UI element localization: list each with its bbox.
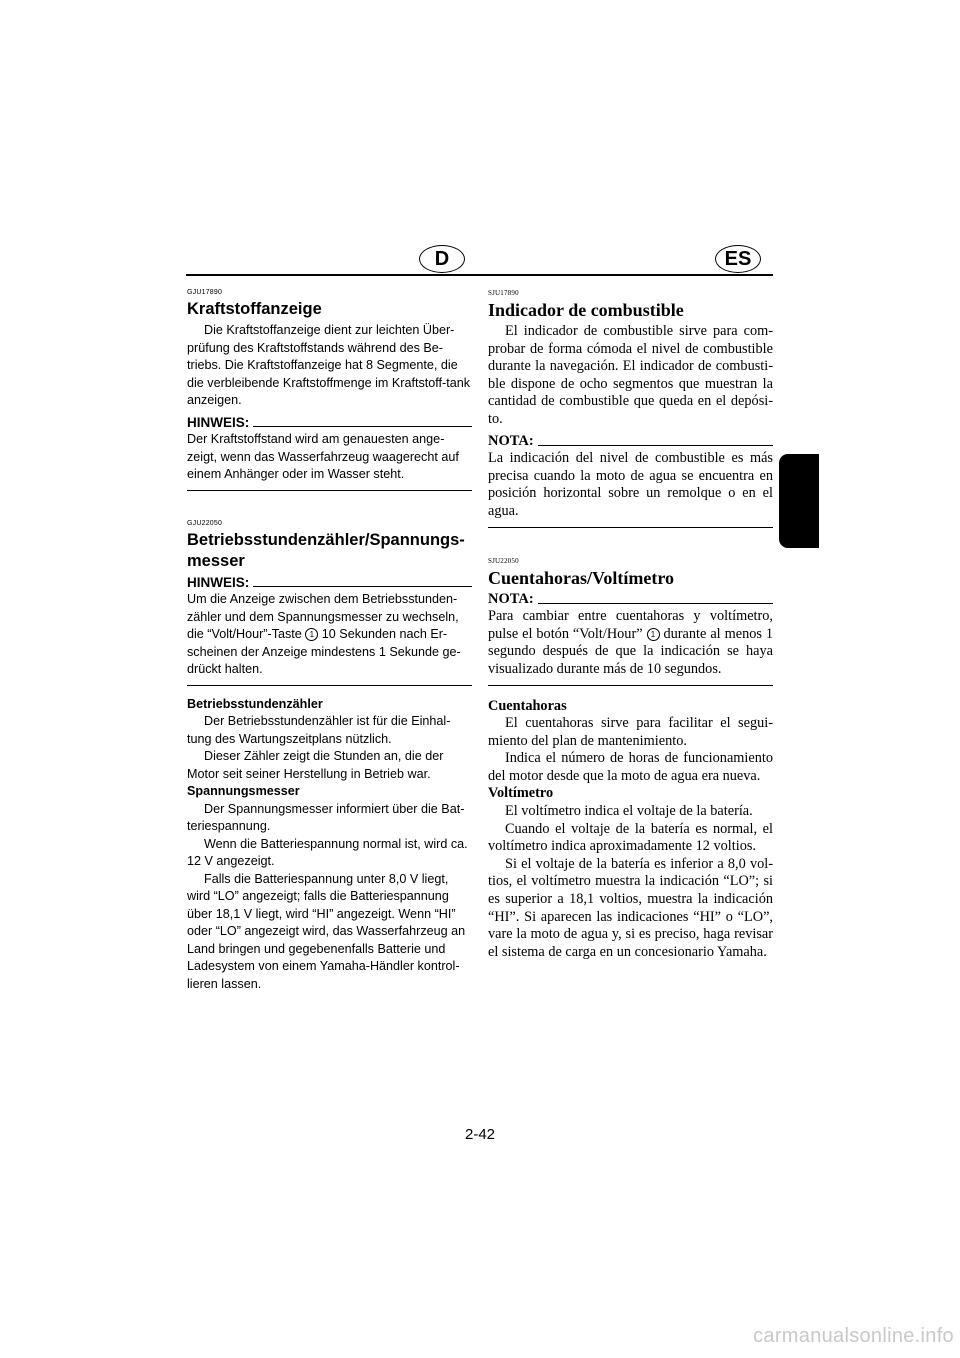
note-body: Der Kraftstoffstand wird am genauesten ange-zeigt, wenn das Wasserfahrzeug waagerecht auf einem Anhänger oder im Wasser steht.	[187, 432, 459, 481]
section-title: Indicador de combustible	[488, 300, 684, 320]
note-rule	[253, 426, 472, 427]
note-label: HINWEIS:	[187, 414, 250, 430]
section-title: Kraftstoffanzeige	[187, 300, 322, 318]
paragraph: El voltímetro indica el voltaje de la batería.	[505, 803, 753, 820]
section-body: Die Kraftstoffanzeige dient zur leichten Über-prüfung des Kraftstoffstands während des Be-triebs. Die Kraftstoffanzeige hat 8 Segmente, die die verbleibende Kraftstoffmenge im Kraftstoff-tank anzeigen.	[187, 323, 471, 407]
paragraph: Si el voltaje de la batería es inferior a 8,0 vol-tios, el voltímetro muestra la indicación “LO”; si es superior a 18,1 voltios, muestra la indicación “HI”. Si aparecen las indicaciones “HI” o “LO”, vare la moto de agua y, si es preciso, haga revisar el sistema de carga en un concesionario Yamaha.	[488, 855, 773, 960]
note-header	[488, 591, 773, 609]
section-code: GJU17890	[187, 289, 223, 296]
subheading: Cuentahoras	[488, 697, 567, 714]
note-body: La indicación del nivel de combustible es más precisa cuando la moto de agua se encuentra en posición horizontal sobre un remolque o en el agua.	[488, 450, 773, 519]
column-german	[187, 288, 472, 993]
column-spanish	[488, 288, 773, 961]
language-badge-es: ES	[715, 245, 761, 273]
note-body: Para cambiar entre cuentahoras y voltímetro, pulse el botón “Volt/Hour” 1 durante al menos 1 segundo después de que la indicación se haya visualizado durante más de 10 segundos.	[488, 608, 774, 677]
chapter-tab-marker	[779, 454, 819, 548]
paragraph: Falls die Batteriespannung unter 8,0 V liegt, wird “LO” angezeigt; falls die Batteriespannung über 18,1 V liegt, wird “HI” angezeigt. Wenn “HI” oder “LO” angezeigt wird, das Wasserfahrzeug an Land bringen und gegebenenfalls Batterie und Ladesystem von einem Yamaha-Händler kontrol-lieren lassen.	[187, 871, 466, 991]
note-header	[187, 414, 472, 432]
language-badge-de: D	[419, 245, 465, 273]
watermark-link[interactable]: carmanualsonline.info	[753, 1325, 954, 1347]
paragraph: Dieser Zähler zeigt die Stunden an, die der Motor seit seiner Herstellung in Betrieb war.	[187, 749, 444, 781]
note-rule	[253, 586, 472, 587]
section-title: Betriebsstundenzähler/Spannungs-messer	[187, 530, 465, 570]
section-code: SJU22050	[488, 556, 519, 565]
section-code: SJU17890	[488, 289, 519, 297]
callout-number-icon: 1	[647, 628, 660, 641]
note-header	[187, 574, 472, 592]
header-rule	[186, 274, 773, 276]
subheading: Betriebsstundenzähler	[187, 696, 323, 711]
note-body: Um die Anzeige zwischen dem Betriebsstunden-zähler und dem Spannungsmesser zu wechseln, die “Volt/Hour”-Taste 1 10 Sekunden nach Er-scheinen der Anzeige mindestens 1 Sekunde ge-drückt halten.	[187, 592, 461, 676]
paragraph: Cuando el voltaje de la batería es normal, el voltímetro indica aproximadamente 12 voltios.	[488, 820, 773, 855]
note-rule	[538, 603, 773, 604]
paragraph: Wenn die Batteriespannung normal ist, wird ca. 12 V angezeigt.	[187, 836, 468, 868]
note-label: NOTA:	[488, 590, 534, 607]
paragraph: El cuentahoras sirve para facilitar el segui-miento del plan de mantenimiento.	[488, 715, 773, 749]
subheading: Voltímetro	[488, 785, 554, 802]
note-rule	[538, 445, 773, 446]
subheading: Spannungsmesser	[187, 784, 300, 798]
section-title: Cuentahoras/Voltímetro	[488, 567, 674, 588]
paragraph: Der Betriebsstundenzähler ist für die Einhal-tung des Wartungszeitplans nützlich.	[187, 714, 451, 746]
paragraph: Indica el número de horas de funcionamiento del motor desde que la moto de agua era nueva.	[488, 750, 773, 784]
page-number: 2-42	[464, 1126, 496, 1143]
callout-number-icon: 1	[305, 628, 318, 641]
note-label: NOTA:	[488, 432, 534, 449]
section-body: El indicador de combustible sirve para com-probar de forma cómoda el nivel de combustible durante la navegación. El indicador de combusti-ble dispone de ocho segmentos que muestran la cantidad de combustible que queda en el depósi-to.	[488, 323, 773, 427]
section-code: GJU22050	[187, 519, 223, 527]
note-header	[488, 433, 773, 451]
note-label: HINWEIS:	[187, 574, 250, 590]
paragraph: Der Spannungsmesser informiert über die Bat-teriespannung.	[187, 801, 465, 833]
